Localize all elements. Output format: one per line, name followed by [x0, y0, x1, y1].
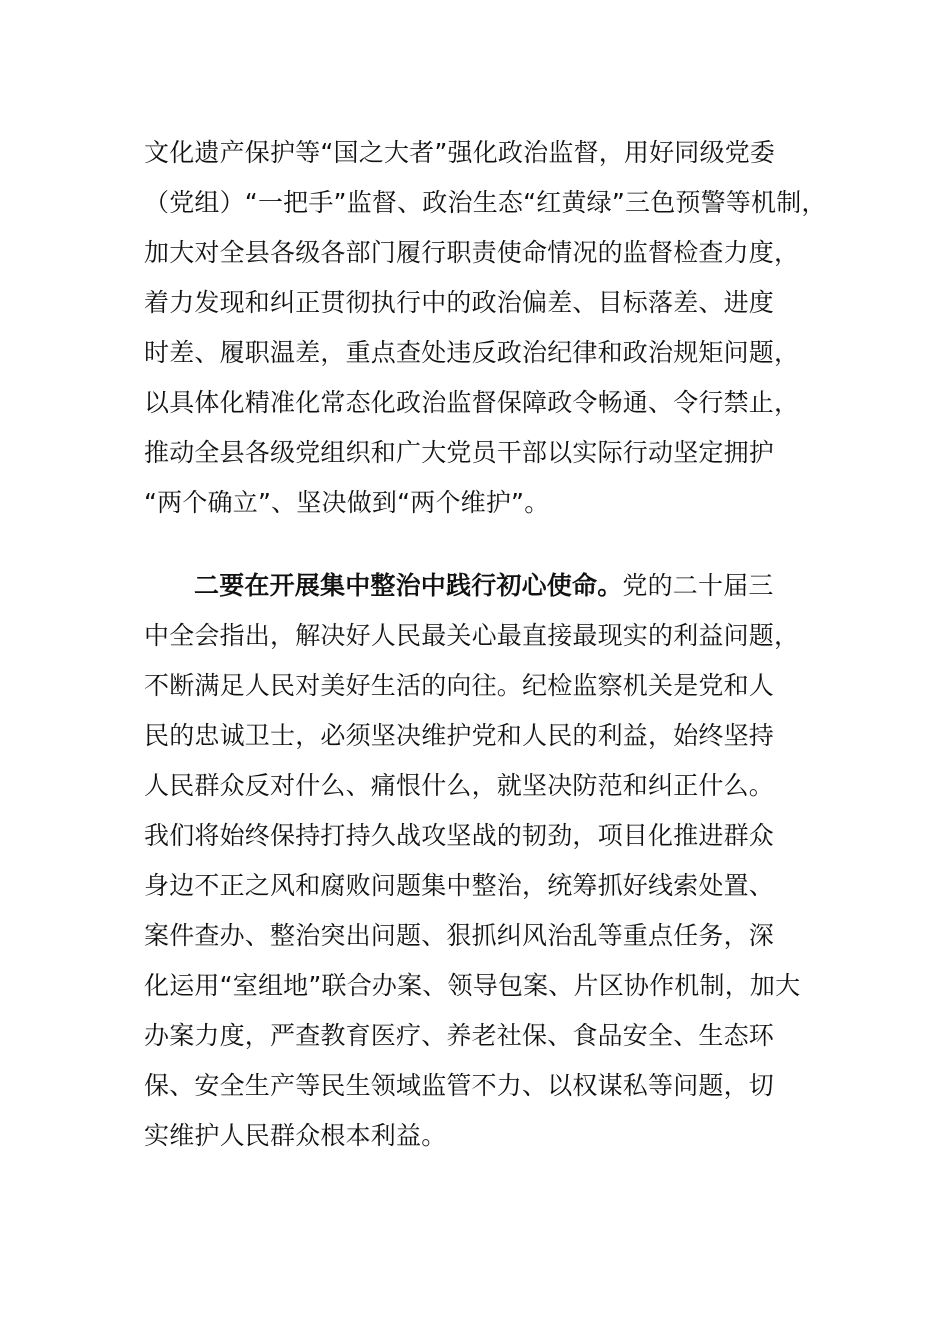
paragraph-2-line-9: 化运用“室组地”联合办案、领导包案、片区协作机制，加大 — [144, 971, 801, 1000]
paragraph-2-line-11: 保、安全生产等民生领域监管不力、以权谋私等问题，切 — [144, 1071, 775, 1100]
paragraph-1-line-3: 加大对全县各级各部门履行职责使命情况的监督检查力度， — [144, 238, 800, 267]
paragraph-2-line-6: 我们将始终保持打持久战攻坚战的韧劲，项目化推进群众 — [144, 821, 775, 850]
paragraph-1-line-5: 时差、履职温差，重点查处违反政治纪律和政治规矩问题， — [144, 338, 800, 367]
paragraph-2-line-8: 案件查办、整治突出问题、狠抓纠风治乱等重点任务，深 — [144, 921, 775, 950]
paragraph-2-line-10: 办案力度，严查教育医疗、养老社保、食品安全、生态环 — [144, 1021, 775, 1050]
paragraph-2-line-5: 人民群众反对什么、痛恨什么，就坚决防范和纠正什么。 — [144, 771, 775, 800]
paragraph-1-line-2: （党组）“一把手”监督、政治生态“红黄绿”三色预警等机制， — [144, 188, 827, 217]
paragraph-2-first-line — [194, 561, 774, 611]
paragraph-1-line-1: 文化遗产保护等“国之大者”强化政治监督，用好同级党委 — [144, 138, 776, 167]
paragraph-2-line-7: 身边不正之风和腐败问题集中整治，统筹抓好线索处置、 — [144, 871, 775, 900]
paragraph-2-line-12: 实维护人民群众根本利益。 — [144, 1121, 447, 1150]
paragraph-2-heading: 二要在开展集中整治中践行初心使命。 — [194, 571, 623, 600]
paragraph-1-line-4: 着力发现和纠正贯彻执行中的政治偏差、目标落差、进度 — [144, 288, 775, 317]
paragraph-1-line-8: “两个确立”、坚决做到“两个维护”。 — [144, 488, 550, 517]
paragraph-1-line-6: 以具体化精准化常态化政治监督保障政令畅通、令行禁止， — [144, 388, 800, 417]
paragraph-1-line-7: 推动全县各级党组织和广大党员干部以实际行动坚定拥护 — [144, 438, 775, 467]
paragraph-2-line-2: 中全会指出，解决好人民最关心最直接最现实的利益问题， — [144, 621, 800, 650]
paragraph-2-line-4: 民的忠诚卫士，必须坚决维护党和人民的利益，始终坚持 — [144, 721, 775, 750]
paragraph-2-first-line-rest: 党的二十届三 — [622, 571, 774, 600]
paragraph-2-line-3: 不断满足人民对美好生活的向往。纪检监察机关是党和人 — [144, 671, 775, 700]
